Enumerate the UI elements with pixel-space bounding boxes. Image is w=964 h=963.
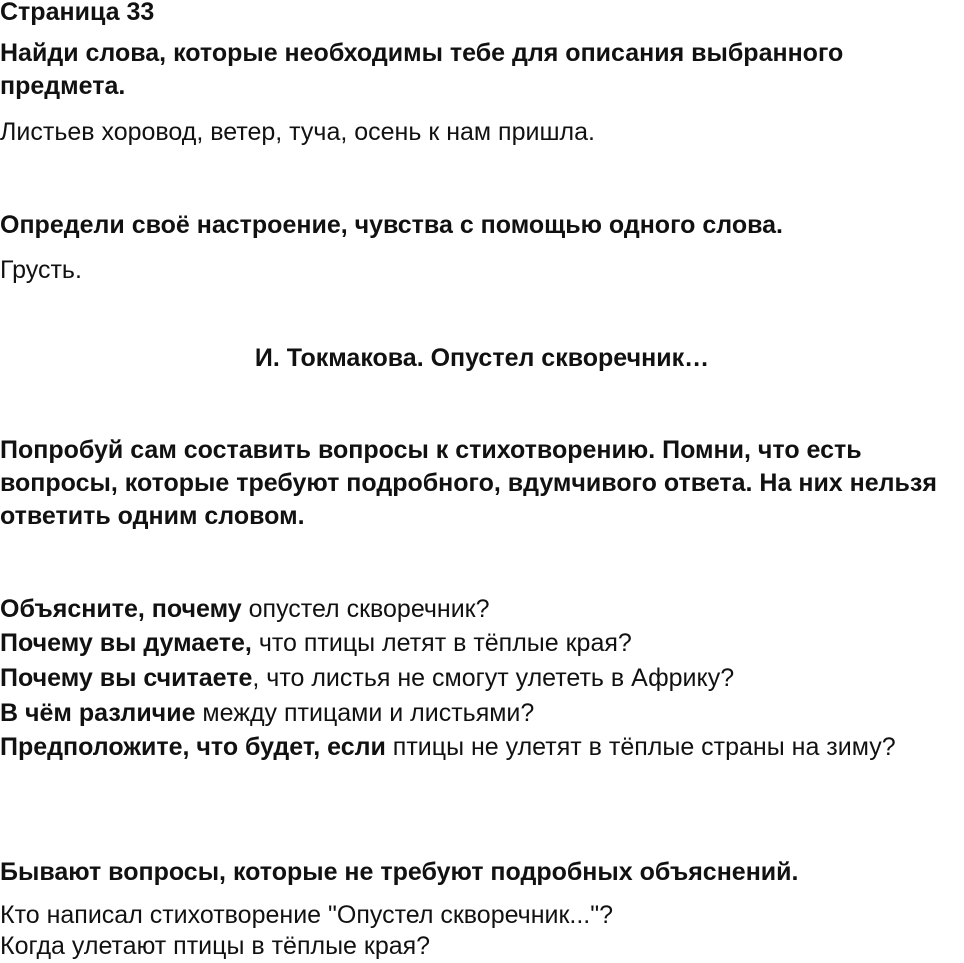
question-lead: Объясните, почему	[0, 595, 242, 623]
question-item	[0, 731, 940, 764]
question-lead: В чём различие	[0, 699, 196, 727]
question-lead: Почему вы думаете,	[0, 629, 252, 657]
question-item	[0, 662, 960, 695]
page-title: Страница 33	[0, 0, 155, 26]
question-rest: , что листья не смогут улететь в Африку?	[252, 664, 735, 692]
task1-answer: Листьев хоровод, ветер, туча, осень к нам пришла.	[0, 118, 595, 146]
task4-heading: Бывают вопросы, которые не требуют подробных объяснений.	[0, 858, 799, 886]
task3-heading: Попробуй сам составить вопросы к стихотворению. Помни, что есть вопросы, которые требуют подробного, вдумчивого ответа. На них нельзя ответить одним словом.	[0, 436, 937, 530]
task1-heading: Найди слова, которые необходимы тебе для описания выбранного предмета.	[0, 39, 844, 100]
question-lead: Предположите, что будет, если	[0, 733, 386, 761]
question-rest: опустел скворечник?	[241, 595, 490, 623]
question-rest: что птицы летят в тёплые края?	[251, 629, 632, 657]
question-rest: между птицами и листьями?	[195, 699, 535, 727]
poem-title: И. Токмакова. Опустел скворечник…	[254, 344, 710, 372]
task2-answer: Грусть.	[0, 256, 82, 284]
task4-answer: Когда улетают птицы в тёплые края?	[0, 932, 431, 960]
task4-answer: Кто написал стихотворение "Опустел скворечник..."?	[0, 901, 614, 929]
question-lead: Почему вы считаете	[0, 664, 253, 692]
question-item	[0, 697, 960, 730]
question-rest: птицы не улетят в тёплые страны на зиму?	[385, 733, 896, 761]
question-item	[0, 593, 960, 626]
task2-heading: Определи своё настроение, чувства с помощью одного слова.	[0, 211, 783, 239]
question-item	[0, 627, 960, 660]
